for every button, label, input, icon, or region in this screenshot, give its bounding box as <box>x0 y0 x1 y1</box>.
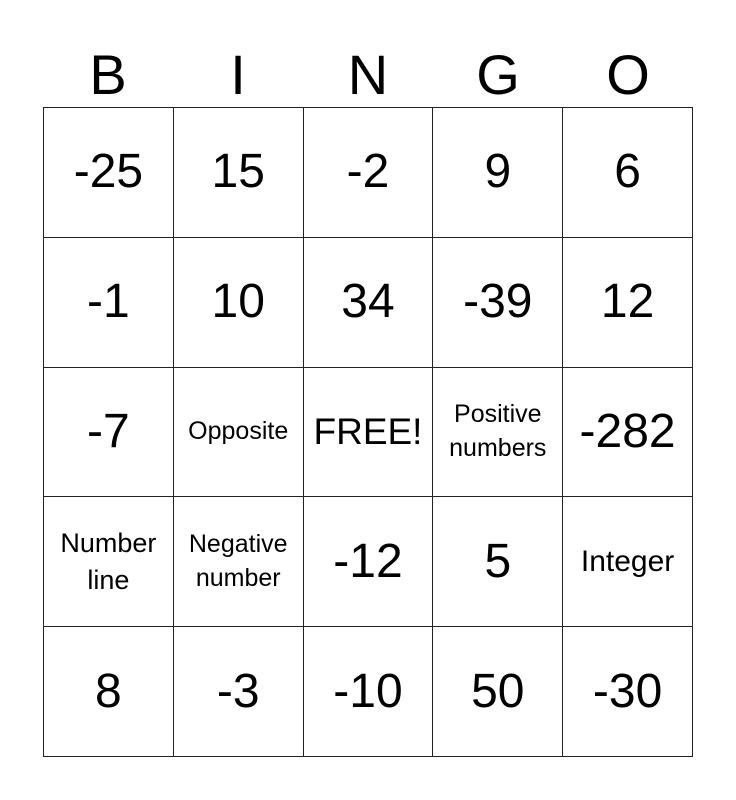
header-letter-n: N <box>347 43 389 106</box>
bingo-cell-text: 12 <box>600 275 655 329</box>
bingo-cell-r2-c1[interactable] <box>44 238 174 368</box>
bingo-cell-text: -30 <box>592 664 663 718</box>
bingo-cell-free-space[interactable] <box>304 368 434 498</box>
bingo-cell-r4-c1[interactable] <box>44 497 174 627</box>
bingo-cell-text: -1 <box>87 275 130 329</box>
bingo-cell-r5-c1[interactable] <box>44 627 174 757</box>
bingo-cell-text: 8 <box>95 664 122 718</box>
bingo-cell-r3-c2[interactable] <box>174 368 304 498</box>
bingo-cell-r2-c5[interactable] <box>563 238 693 368</box>
bingo-cell-text: -39 <box>463 275 533 329</box>
bingo-cell-text: 6 <box>614 145 641 199</box>
bingo-cell-text: 5 <box>484 534 512 588</box>
bingo-cell-text: Opposite <box>188 417 289 446</box>
bingo-cell-text: Integer <box>580 545 675 579</box>
bingo-cell-r4-c3[interactable] <box>304 497 434 627</box>
bingo-cell-r1-c2[interactable] <box>174 108 304 238</box>
bingo-cell-text: -2 <box>346 145 390 199</box>
bingo-board <box>43 107 693 757</box>
bingo-header <box>43 44 693 106</box>
bingo-cell-r5-c3[interactable] <box>304 627 434 757</box>
bingo-cell-text: FREE! <box>313 410 423 452</box>
bingo-cell-r1-c3[interactable] <box>304 108 434 238</box>
bingo-cell-text: Number line <box>60 528 157 595</box>
bingo-cell-text: 10 <box>211 275 265 329</box>
bingo-cell-text: -7 <box>87 404 130 458</box>
bingo-cell-r3-c5[interactable] <box>563 368 693 498</box>
bingo-cell-text: -3 <box>216 664 260 718</box>
bingo-cell-text: 34 <box>341 275 395 329</box>
bingo-cell-r3-c1[interactable] <box>44 368 174 498</box>
bingo-cell-r2-c3[interactable] <box>304 238 434 368</box>
bingo-cell-r1-c1[interactable] <box>44 108 174 238</box>
header-letter-g: G <box>476 43 520 106</box>
bingo-cell-r4-c5[interactable] <box>563 497 693 627</box>
header-letter-b: B <box>89 43 127 106</box>
bingo-cell-text: 15 <box>211 145 265 199</box>
bingo-cell-text: -12 <box>333 534 403 588</box>
header-letter-o: O <box>606 43 650 106</box>
bingo-cell-r4-c2[interactable] <box>174 497 304 627</box>
bingo-cell-text: Negative number <box>188 530 288 592</box>
bingo-cell-text: 50 <box>471 664 525 718</box>
bingo-cell-r5-c4[interactable] <box>433 627 563 757</box>
bingo-cell-r2-c4[interactable] <box>433 238 563 368</box>
bingo-cell-text: -282 <box>579 404 676 458</box>
bingo-cell-r3-c4[interactable] <box>433 368 563 498</box>
bingo-cell-text: 9 <box>484 145 512 199</box>
bingo-cell-text: -10 <box>333 664 403 718</box>
bingo-cell-r5-c5[interactable] <box>563 627 693 757</box>
bingo-cell-r1-c5[interactable] <box>563 108 693 238</box>
bingo-cell-text: Positive numbers <box>449 400 547 462</box>
header-letter-i: I <box>230 43 246 106</box>
bingo-cell-r2-c2[interactable] <box>174 238 304 368</box>
bingo-cell-r1-c4[interactable] <box>433 108 563 238</box>
bingo-cell-r5-c2[interactable] <box>174 627 304 757</box>
bingo-cell-text: -25 <box>73 145 144 199</box>
bingo-cell-r4-c4[interactable] <box>433 497 563 627</box>
